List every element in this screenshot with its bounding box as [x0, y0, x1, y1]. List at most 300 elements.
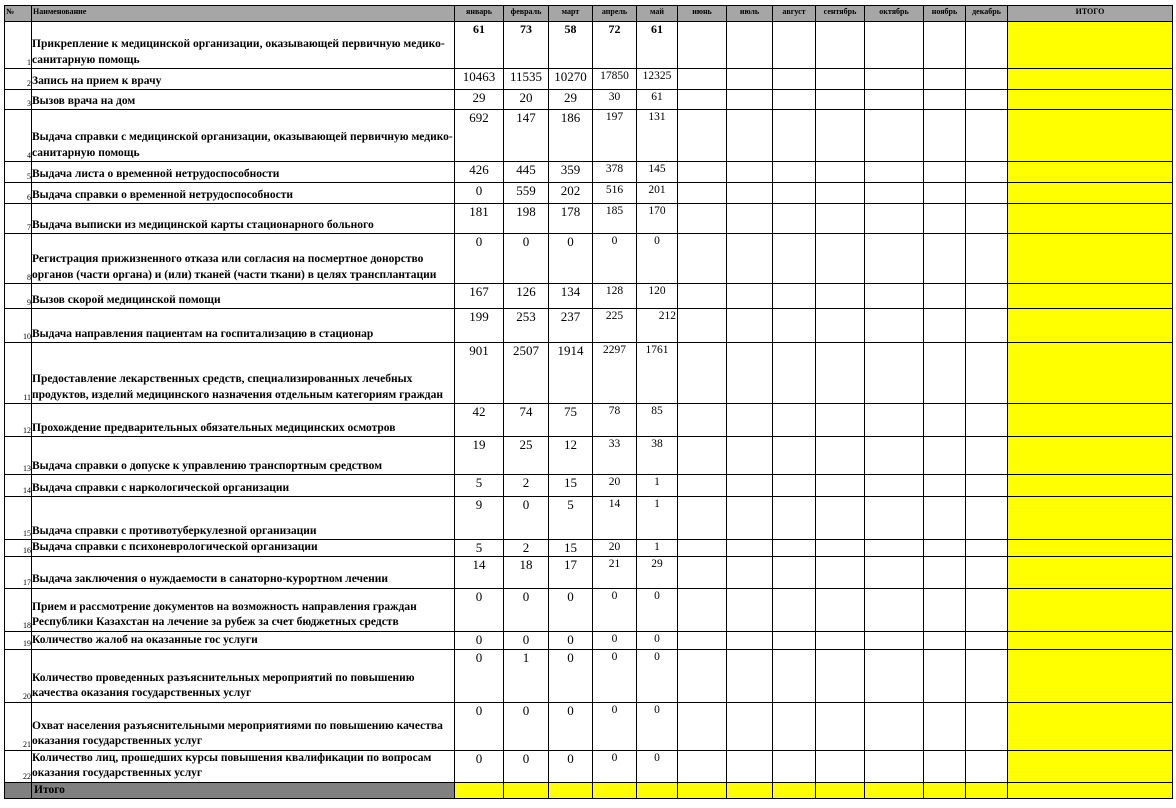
month-value-cell[interactable]: 199: [455, 309, 504, 343]
month-value-cell[interactable]: [773, 588, 816, 631]
month-value-cell[interactable]: [924, 588, 966, 631]
month-value-cell[interactable]: 0: [593, 702, 637, 750]
month-value-cell[interactable]: [816, 162, 865, 183]
month-value-cell[interactable]: [865, 183, 924, 204]
footer-label[interactable]: Итого: [32, 782, 455, 798]
month-value-cell[interactable]: [678, 649, 727, 702]
month-value-cell[interactable]: 0: [455, 649, 504, 702]
service-name[interactable]: Выдача выписки из медицинской карты стационарного больного: [32, 204, 455, 234]
month-value-cell[interactable]: [678, 404, 727, 437]
row-number[interactable]: 15: [5, 497, 32, 540]
service-name[interactable]: Выдача справки о допуске к управлению транспортным средством: [32, 437, 455, 475]
month-value-cell[interactable]: 0: [504, 497, 549, 540]
month-value-cell[interactable]: [816, 702, 865, 750]
month-value-cell[interactable]: 0: [549, 750, 593, 782]
month-value-cell[interactable]: 0: [455, 588, 504, 631]
footer-cell[interactable]: [504, 782, 549, 798]
month-value-cell[interactable]: 78: [593, 404, 637, 437]
month-value-cell[interactable]: [924, 234, 966, 284]
month-value-cell[interactable]: 1: [504, 649, 549, 702]
total-cell[interactable]: [1008, 22, 1173, 69]
month-value-cell[interactable]: [816, 343, 865, 404]
month-value-cell[interactable]: 134: [549, 284, 593, 309]
month-value-cell[interactable]: 0: [593, 750, 637, 782]
month-value-cell[interactable]: 0: [549, 234, 593, 284]
service-name[interactable]: Охват населения разъяснительными мероприятиями по повышению качества оказания государственных услуг: [32, 702, 455, 750]
month-value-cell[interactable]: [816, 284, 865, 309]
month-value-cell[interactable]: [773, 284, 816, 309]
month-value-cell[interactable]: [865, 309, 924, 343]
service-name[interactable]: Вызов врача на дом: [32, 90, 455, 110]
month-value-cell[interactable]: [773, 204, 816, 234]
month-value-cell[interactable]: 0: [549, 649, 593, 702]
total-cell[interactable]: [1008, 69, 1173, 90]
month-value-cell[interactable]: 186: [549, 110, 593, 162]
month-value-cell[interactable]: [816, 540, 865, 557]
month-value-cell[interactable]: [816, 234, 865, 284]
month-value-cell[interactable]: [816, 110, 865, 162]
month-value-cell[interactable]: 61: [637, 90, 678, 110]
service-name[interactable]: Вызов скорой медицинской помощи: [32, 284, 455, 309]
header-month[interactable]: август: [773, 6, 816, 22]
row-number[interactable]: 13: [5, 437, 32, 475]
total-cell[interactable]: [1008, 631, 1173, 649]
month-value-cell[interactable]: 0: [455, 702, 504, 750]
month-value-cell[interactable]: 10270: [549, 69, 593, 90]
month-value-cell[interactable]: [966, 204, 1008, 234]
month-value-cell[interactable]: [816, 204, 865, 234]
month-value-cell[interactable]: [678, 497, 727, 540]
month-value-cell[interactable]: [816, 69, 865, 90]
footer-cell[interactable]: [727, 782, 773, 798]
month-value-cell[interactable]: [924, 343, 966, 404]
header-name[interactable]: Наименование: [32, 6, 455, 22]
month-value-cell[interactable]: 25: [504, 437, 549, 475]
month-value-cell[interactable]: 1: [637, 540, 678, 557]
month-value-cell[interactable]: 85: [637, 404, 678, 437]
month-value-cell[interactable]: 38: [637, 437, 678, 475]
month-value-cell[interactable]: 17: [549, 556, 593, 588]
month-value-cell[interactable]: 0: [549, 631, 593, 649]
month-value-cell[interactable]: [773, 309, 816, 343]
header-month[interactable]: октябрь: [865, 6, 924, 22]
total-cell[interactable]: [1008, 702, 1173, 750]
month-value-cell[interactable]: 14: [455, 556, 504, 588]
month-value-cell[interactable]: [727, 750, 773, 782]
month-value-cell[interactable]: 1: [637, 475, 678, 497]
month-value-cell[interactable]: [966, 540, 1008, 557]
month-value-cell[interactable]: 378: [593, 162, 637, 183]
month-value-cell[interactable]: 20: [504, 90, 549, 110]
month-value-cell[interactable]: 2507: [504, 343, 549, 404]
month-value-cell[interactable]: [865, 162, 924, 183]
month-value-cell[interactable]: [966, 404, 1008, 437]
header-total[interactable]: ИТОГО: [1008, 6, 1173, 22]
month-value-cell[interactable]: [966, 22, 1008, 69]
month-value-cell[interactable]: [678, 69, 727, 90]
month-value-cell[interactable]: [816, 475, 865, 497]
month-value-cell[interactable]: 197: [593, 110, 637, 162]
month-value-cell[interactable]: [924, 204, 966, 234]
month-value-cell[interactable]: 131: [637, 110, 678, 162]
month-value-cell[interactable]: [816, 556, 865, 588]
month-value-cell[interactable]: 253: [504, 309, 549, 343]
month-value-cell[interactable]: [773, 475, 816, 497]
month-value-cell[interactable]: [678, 234, 727, 284]
row-number[interactable]: 22: [5, 750, 32, 782]
month-value-cell[interactable]: [727, 437, 773, 475]
month-value-cell[interactable]: [966, 631, 1008, 649]
month-value-cell[interactable]: [865, 22, 924, 69]
month-value-cell[interactable]: 181: [455, 204, 504, 234]
month-value-cell[interactable]: [966, 309, 1008, 343]
month-value-cell[interactable]: [727, 309, 773, 343]
row-number[interactable]: 9: [5, 284, 32, 309]
month-value-cell[interactable]: 170: [637, 204, 678, 234]
month-value-cell[interactable]: 198: [504, 204, 549, 234]
footer-cell[interactable]: [816, 782, 865, 798]
month-value-cell[interactable]: 0: [455, 183, 504, 204]
row-number[interactable]: 3: [5, 90, 32, 110]
month-value-cell[interactable]: [678, 631, 727, 649]
total-cell[interactable]: [1008, 497, 1173, 540]
month-value-cell[interactable]: [773, 437, 816, 475]
total-cell[interactable]: [1008, 309, 1173, 343]
month-value-cell[interactable]: [865, 204, 924, 234]
month-value-cell[interactable]: [727, 497, 773, 540]
total-cell[interactable]: [1008, 90, 1173, 110]
header-month[interactable]: февраль: [504, 6, 549, 22]
month-value-cell[interactable]: [678, 90, 727, 110]
month-value-cell[interactable]: 1: [637, 497, 678, 540]
month-value-cell[interactable]: [773, 750, 816, 782]
month-value-cell[interactable]: 426: [455, 162, 504, 183]
month-value-cell[interactable]: [727, 183, 773, 204]
month-value-cell[interactable]: [816, 497, 865, 540]
month-value-cell[interactable]: [727, 556, 773, 588]
month-value-cell[interactable]: [727, 649, 773, 702]
month-value-cell[interactable]: 0: [504, 234, 549, 284]
month-value-cell[interactable]: 73: [504, 22, 549, 69]
footer-cell[interactable]: [678, 782, 727, 798]
month-value-cell[interactable]: 2297: [593, 343, 637, 404]
month-value-cell[interactable]: 29: [549, 90, 593, 110]
month-value-cell[interactable]: [773, 22, 816, 69]
month-value-cell[interactable]: 5: [549, 497, 593, 540]
month-value-cell[interactable]: [816, 404, 865, 437]
month-value-cell[interactable]: [924, 540, 966, 557]
month-value-cell[interactable]: 9: [455, 497, 504, 540]
service-name[interactable]: Выдача заключения о нуждаемости в санаторно-курортном лечении: [32, 556, 455, 588]
month-value-cell[interactable]: 0: [593, 234, 637, 284]
month-value-cell[interactable]: [966, 556, 1008, 588]
month-value-cell[interactable]: [678, 702, 727, 750]
month-value-cell[interactable]: [678, 110, 727, 162]
service-name[interactable]: Количество лиц, прошедших курсы повышения квалификации по вопросам оказания государственных услуг: [32, 750, 455, 782]
month-value-cell[interactable]: [966, 69, 1008, 90]
month-value-cell[interactable]: [865, 750, 924, 782]
month-value-cell[interactable]: [727, 110, 773, 162]
month-value-cell[interactable]: 185: [593, 204, 637, 234]
month-value-cell[interactable]: 17850: [593, 69, 637, 90]
month-value-cell[interactable]: 516: [593, 183, 637, 204]
month-value-cell[interactable]: 0: [504, 702, 549, 750]
service-name[interactable]: Количество жалоб на оказанные гос услуги: [32, 631, 455, 649]
month-value-cell[interactable]: 0: [637, 631, 678, 649]
month-value-cell[interactable]: [678, 22, 727, 69]
footer-cell[interactable]: [593, 782, 637, 798]
month-value-cell[interactable]: 178: [549, 204, 593, 234]
month-value-cell[interactable]: [816, 437, 865, 475]
month-value-cell[interactable]: 128: [593, 284, 637, 309]
month-value-cell[interactable]: [865, 437, 924, 475]
month-value-cell[interactable]: [816, 750, 865, 782]
row-number[interactable]: 21: [5, 702, 32, 750]
month-value-cell[interactable]: 0: [549, 588, 593, 631]
month-value-cell[interactable]: 5: [455, 540, 504, 557]
total-cell[interactable]: [1008, 284, 1173, 309]
month-value-cell[interactable]: 30: [593, 90, 637, 110]
month-value-cell[interactable]: 61: [637, 22, 678, 69]
service-name[interactable]: Регистрация прижизненного отказа или согласия на посмертное донорство органов (части органа) и (или) тканей (части ткани) в целях трансплантации: [32, 234, 455, 284]
month-value-cell[interactable]: 692: [455, 110, 504, 162]
month-value-cell[interactable]: [966, 284, 1008, 309]
month-value-cell[interactable]: [773, 343, 816, 404]
footer-cell[interactable]: [455, 782, 504, 798]
month-value-cell[interactable]: [966, 588, 1008, 631]
month-value-cell[interactable]: 202: [549, 183, 593, 204]
month-value-cell[interactable]: 120: [637, 284, 678, 309]
month-value-cell[interactable]: [966, 702, 1008, 750]
month-value-cell[interactable]: 10463: [455, 69, 504, 90]
total-cell[interactable]: [1008, 475, 1173, 497]
month-value-cell[interactable]: [924, 475, 966, 497]
month-value-cell[interactable]: [678, 750, 727, 782]
month-value-cell[interactable]: 2: [504, 475, 549, 497]
month-value-cell[interactable]: 15: [549, 475, 593, 497]
month-value-cell[interactable]: 19: [455, 437, 504, 475]
header-month[interactable]: ноябрь: [924, 6, 966, 22]
header-month[interactable]: январь: [455, 6, 504, 22]
month-value-cell[interactable]: [727, 404, 773, 437]
month-value-cell[interactable]: [966, 475, 1008, 497]
month-value-cell[interactable]: [966, 437, 1008, 475]
month-value-cell[interactable]: [773, 631, 816, 649]
month-value-cell[interactable]: [816, 22, 865, 69]
total-cell[interactable]: [1008, 404, 1173, 437]
month-value-cell[interactable]: 901: [455, 343, 504, 404]
month-value-cell[interactable]: 75: [549, 404, 593, 437]
month-value-cell[interactable]: [773, 234, 816, 284]
total-cell[interactable]: [1008, 437, 1173, 475]
service-name[interactable]: Выдача справки с наркологической организации: [32, 475, 455, 497]
row-number[interactable]: 5: [5, 162, 32, 183]
total-cell[interactable]: [1008, 750, 1173, 782]
header-month[interactable]: май: [637, 6, 678, 22]
footer-cell[interactable]: [773, 782, 816, 798]
month-value-cell[interactable]: [773, 497, 816, 540]
footer-cell[interactable]: [865, 782, 924, 798]
month-value-cell[interactable]: [773, 404, 816, 437]
month-value-cell[interactable]: [924, 556, 966, 588]
month-value-cell[interactable]: [966, 234, 1008, 284]
service-name[interactable]: Прохождение предварительных обязательных медицинских осмотров: [32, 404, 455, 437]
month-value-cell[interactable]: [727, 588, 773, 631]
month-value-cell[interactable]: [678, 204, 727, 234]
total-cell[interactable]: [1008, 162, 1173, 183]
month-value-cell[interactable]: [727, 90, 773, 110]
row-number[interactable]: 19: [5, 631, 32, 649]
month-value-cell[interactable]: 0: [637, 234, 678, 284]
month-value-cell[interactable]: 0: [504, 588, 549, 631]
footer-num-cell[interactable]: [5, 782, 32, 798]
month-value-cell[interactable]: 0: [504, 631, 549, 649]
month-value-cell[interactable]: [727, 162, 773, 183]
header-num[interactable]: №: [5, 6, 32, 22]
month-value-cell[interactable]: 29: [455, 90, 504, 110]
month-value-cell[interactable]: [678, 540, 727, 557]
month-value-cell[interactable]: 0: [637, 649, 678, 702]
month-value-cell[interactable]: 126: [504, 284, 549, 309]
row-number[interactable]: 11: [5, 343, 32, 404]
month-value-cell[interactable]: [924, 437, 966, 475]
month-value-cell[interactable]: 167: [455, 284, 504, 309]
month-value-cell[interactable]: [924, 110, 966, 162]
row-number[interactable]: 1: [5, 22, 32, 69]
month-value-cell[interactable]: 0: [637, 588, 678, 631]
month-value-cell[interactable]: 0: [637, 750, 678, 782]
month-value-cell[interactable]: [865, 110, 924, 162]
month-value-cell[interactable]: [773, 110, 816, 162]
service-name[interactable]: Прикрепление к медицинской организации, оказывающей первичную медико-санитарную помощь: [32, 22, 455, 69]
month-value-cell[interactable]: [865, 588, 924, 631]
month-value-cell[interactable]: 0: [455, 234, 504, 284]
month-value-cell[interactable]: [727, 69, 773, 90]
month-value-cell[interactable]: [773, 69, 816, 90]
header-month[interactable]: июнь: [678, 6, 727, 22]
month-value-cell[interactable]: 12: [549, 437, 593, 475]
month-value-cell[interactable]: [727, 284, 773, 309]
month-value-cell[interactable]: 359: [549, 162, 593, 183]
total-cell[interactable]: [1008, 204, 1173, 234]
header-month[interactable]: июль: [727, 6, 773, 22]
month-value-cell[interactable]: 0: [455, 631, 504, 649]
month-value-cell[interactable]: [865, 90, 924, 110]
month-value-cell[interactable]: [678, 556, 727, 588]
service-name[interactable]: Выдача справки с психоневрологической организации: [32, 540, 455, 557]
footer-cell[interactable]: [637, 782, 678, 798]
month-value-cell[interactable]: [924, 404, 966, 437]
month-value-cell[interactable]: [924, 69, 966, 90]
month-value-cell[interactable]: 0: [637, 702, 678, 750]
row-number[interactable]: 16: [5, 540, 32, 557]
month-value-cell[interactable]: [924, 631, 966, 649]
month-value-cell[interactable]: 1914: [549, 343, 593, 404]
month-value-cell[interactable]: 145: [637, 162, 678, 183]
footer-cell[interactable]: [549, 782, 593, 798]
month-value-cell[interactable]: [816, 649, 865, 702]
service-name[interactable]: Выдача справки с противотуберкулезной организации: [32, 497, 455, 540]
month-value-cell[interactable]: [924, 90, 966, 110]
month-value-cell[interactable]: 20: [593, 540, 637, 557]
month-value-cell[interactable]: 74: [504, 404, 549, 437]
header-month[interactable]: сентябрь: [816, 6, 865, 22]
month-value-cell[interactable]: [865, 284, 924, 309]
row-number[interactable]: 18: [5, 588, 32, 631]
header-month[interactable]: декабрь: [966, 6, 1008, 22]
month-value-cell[interactable]: [727, 631, 773, 649]
month-value-cell[interactable]: 0: [455, 750, 504, 782]
month-value-cell[interactable]: [865, 540, 924, 557]
month-value-cell[interactable]: [816, 183, 865, 204]
month-value-cell[interactable]: [727, 204, 773, 234]
month-value-cell[interactable]: [773, 702, 816, 750]
month-value-cell[interactable]: 5: [455, 475, 504, 497]
service-name[interactable]: Выдача листа о временной нетрудоспособности: [32, 162, 455, 183]
row-number[interactable]: 14: [5, 475, 32, 497]
month-value-cell[interactable]: [816, 90, 865, 110]
month-value-cell[interactable]: [727, 475, 773, 497]
month-value-cell[interactable]: [773, 162, 816, 183]
month-value-cell[interactable]: 0: [504, 750, 549, 782]
header-month[interactable]: март: [549, 6, 593, 22]
month-value-cell[interactable]: [678, 588, 727, 631]
month-value-cell[interactable]: [924, 649, 966, 702]
month-value-cell[interactable]: 237: [549, 309, 593, 343]
row-number[interactable]: 4: [5, 110, 32, 162]
month-value-cell[interactable]: [727, 540, 773, 557]
month-value-cell[interactable]: [678, 343, 727, 404]
total-cell[interactable]: [1008, 540, 1173, 557]
service-name[interactable]: Выдача справки с медицинской организации, оказывающей первичную медико-санитарную помощь: [32, 110, 455, 162]
month-value-cell[interactable]: [773, 540, 816, 557]
month-value-cell[interactable]: [865, 234, 924, 284]
row-number[interactable]: 20: [5, 649, 32, 702]
row-number[interactable]: 7: [5, 204, 32, 234]
month-value-cell[interactable]: [678, 284, 727, 309]
month-value-cell[interactable]: [924, 497, 966, 540]
month-value-cell[interactable]: 2: [504, 540, 549, 557]
month-value-cell[interactable]: 0: [593, 649, 637, 702]
month-value-cell[interactable]: [865, 475, 924, 497]
month-value-cell[interactable]: 147: [504, 110, 549, 162]
footer-cell[interactable]: [924, 782, 966, 798]
month-value-cell[interactable]: 14: [593, 497, 637, 540]
row-number[interactable]: 6: [5, 183, 32, 204]
total-cell[interactable]: [1008, 343, 1173, 404]
month-value-cell[interactable]: 201: [637, 183, 678, 204]
month-value-cell[interactable]: [727, 234, 773, 284]
month-value-cell[interactable]: 212: [637, 309, 678, 343]
month-value-cell[interactable]: 12325: [637, 69, 678, 90]
month-value-cell[interactable]: 445: [504, 162, 549, 183]
month-value-cell[interactable]: [924, 22, 966, 69]
month-value-cell[interactable]: [966, 497, 1008, 540]
month-value-cell[interactable]: [966, 649, 1008, 702]
footer-cell[interactable]: [966, 782, 1008, 798]
month-value-cell[interactable]: [678, 162, 727, 183]
month-value-cell[interactable]: [816, 631, 865, 649]
month-value-cell[interactable]: [865, 631, 924, 649]
month-value-cell[interactable]: 0: [593, 588, 637, 631]
month-value-cell[interactable]: [924, 309, 966, 343]
month-value-cell[interactable]: [924, 750, 966, 782]
service-name[interactable]: Предоставление лекарственных средств, специализированных лечебных продуктов, изделий медицинского назначения отдельным категориям граждан: [32, 343, 455, 404]
total-cell[interactable]: [1008, 556, 1173, 588]
month-value-cell[interactable]: [865, 556, 924, 588]
month-value-cell[interactable]: [924, 162, 966, 183]
month-value-cell[interactable]: [966, 183, 1008, 204]
